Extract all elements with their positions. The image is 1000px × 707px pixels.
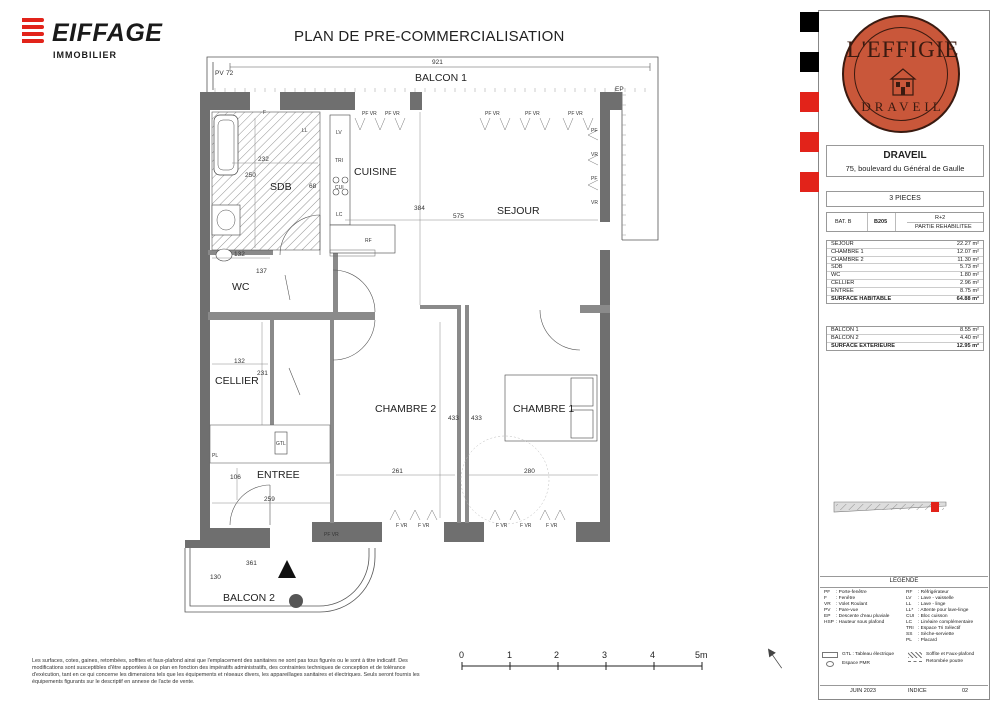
footer-indice-label: INDICE: [908, 688, 927, 694]
area-row: [827, 288, 983, 296]
legend-value: : Réfrigérateur: [918, 590, 949, 595]
room-label-wc: WC: [232, 281, 250, 293]
legend-value: : Attente pour lave-linge: [918, 608, 969, 613]
fixture-lc: LC: [336, 212, 343, 218]
lot-building: BAT. B: [835, 219, 852, 225]
window-label-9: F VR: [520, 523, 532, 529]
footer-row: [820, 685, 988, 697]
legend-key: LV: [906, 596, 912, 601]
area-name: SURFACE HABITABLE: [831, 295, 892, 302]
dim-cellier-height: 231: [257, 370, 268, 377]
window-label-15: PF: [591, 176, 598, 182]
dim-chambre-2-height: 433: [448, 415, 459, 422]
area-name: BALCON 1: [831, 327, 859, 333]
area-row: [827, 343, 983, 351]
room-label-balcon-2: BALCON 2: [223, 592, 275, 604]
flag-strip: [800, 12, 820, 212]
legend-key: RF: [906, 590, 913, 595]
window-label-1: PF VR: [362, 111, 377, 117]
address-city: DRAVEIL: [883, 150, 927, 161]
legend-pmr: Espace PMR: [842, 661, 870, 666]
window-label-16: VR: [591, 200, 598, 206]
flag-red-3: [800, 172, 819, 192]
fixture-rf: RF: [365, 238, 372, 244]
address-box: [826, 145, 984, 177]
legend-value: : Lave - vaisselle: [918, 596, 954, 601]
window-label-14: VR: [591, 152, 598, 158]
area-value: 2.96 m²: [960, 279, 979, 286]
scale-label-0: 0: [459, 650, 465, 660]
legend-left-column: [824, 590, 889, 626]
dim-sejour-height: 384: [414, 205, 425, 212]
dim-chambre-1-width: 280: [524, 468, 535, 475]
house-icon: [888, 67, 918, 97]
flag-red-1: [800, 92, 819, 112]
fixture-tri: TRI: [335, 158, 344, 164]
drain-icon: [289, 594, 303, 608]
legend-value: : Volet Roulant: [836, 602, 868, 607]
scale-label-3: 3: [602, 650, 608, 660]
window-label-8: F VR: [496, 523, 508, 529]
sink-icon: [212, 205, 240, 235]
fixture-gtl: GTL: [276, 441, 286, 447]
area-name: CHAMBRE 2: [831, 256, 864, 263]
window-label-12: F: [263, 110, 267, 116]
effigie-stamp-logo: [842, 15, 960, 133]
toilet-icon: [216, 249, 232, 261]
legend-key: SS: [906, 632, 913, 637]
window-label-5: PF VR: [568, 111, 583, 117]
legend-title: LEGENDE: [889, 578, 919, 584]
room-label-chambre-1: CHAMBRE 1: [513, 403, 575, 415]
area-value: 1.80 m²: [960, 272, 979, 279]
dim-sejour-width: 575: [453, 213, 464, 220]
dim-cellier-width: 132: [234, 358, 245, 365]
area-name: SEJOUR: [831, 241, 854, 247]
area-value: 22.27 m²: [956, 241, 979, 247]
dim-entree-height: 106: [230, 474, 241, 481]
lot-box: [826, 212, 984, 232]
legend-key: PL: [906, 638, 912, 643]
legend-key: LC: [906, 620, 913, 625]
scale-label-5: 5m: [695, 650, 708, 660]
legend-key: LL*: [906, 608, 914, 613]
dim-wc-height: 137: [256, 268, 267, 275]
scale-labels: [455, 650, 715, 680]
legend-key: VR: [824, 602, 831, 607]
room-label-sdb: SDB: [270, 181, 292, 193]
legend-value: : Hauteur sous plafond: [836, 620, 885, 625]
area-name: SURFACE EXTERIEURE: [831, 342, 896, 349]
legend-value: : Bloc cuisson: [918, 614, 948, 619]
flag-red-2: [800, 132, 819, 152]
area-name: SDB: [831, 264, 843, 271]
legend-value: : Lave - linge: [918, 602, 946, 607]
legend-value: : Placard: [918, 638, 937, 643]
fixture-ll: LL: [302, 128, 308, 134]
legend-key: F: [824, 596, 827, 601]
dim-entree-width: 259: [264, 496, 275, 503]
logo-subtitle: IMMOBILIER: [53, 50, 117, 60]
window-label-6: F VR: [396, 523, 408, 529]
scale-label-2: 2: [554, 650, 560, 660]
location-marker: [931, 502, 939, 512]
window-label-4: PF VR: [525, 111, 540, 117]
stamp-bottom-text: DRAVEIL: [861, 99, 945, 114]
legend: [820, 576, 988, 643]
dim-balcon-2-width: 361: [246, 560, 257, 567]
dim-wc-width: 132: [234, 251, 245, 258]
window-label-7: F VR: [418, 523, 430, 529]
area-name: ENTREE: [831, 287, 854, 294]
area-value: 8.75 m²: [960, 287, 979, 294]
footer-indice: 02: [962, 688, 969, 694]
dim-balcon-width: 921: [432, 59, 443, 66]
area-row: [827, 327, 983, 335]
logo-name: EIFFAGE: [52, 19, 163, 47]
area-row: [827, 280, 983, 288]
entrance-arrow-icon[interactable]: [278, 560, 296, 578]
window-label-13: PF: [591, 128, 598, 134]
dim-sdb-width: 232: [258, 156, 269, 163]
scale-label-1: 1: [507, 650, 513, 660]
area-value: 12.07 m²: [956, 248, 979, 255]
fixture-cui: CUI: [335, 185, 344, 191]
fixture-pl: PL: [212, 453, 219, 459]
legend-key: CUI: [906, 614, 915, 619]
legend-value: : Descente d'eau pluviale: [836, 614, 890, 619]
legend-value: : Sèche-serviette: [918, 632, 954, 637]
legend-retombee: Retombée poutre: [926, 659, 964, 664]
room-label-entree: ENTREE: [257, 469, 300, 481]
window-label-3: PF VR: [485, 111, 500, 117]
room-label-balcon-1: BALCON 1: [415, 72, 467, 84]
disclaimer-text: Les surfaces, cotes, gaines, retombées, soffites et faux-plafond ainsi que l'emplacement des sanitaires ne sont pas tous figurés ou le sont à titre indicatif. Des modifications sont susceptibles d'être apportées à ce plan en fonction des impératifs administratifs, des contraintes techniques de conception et de tolérance d'exécution, tant en ce qui concerne les dimensions tels que les équipements et réseaux divers, les appareillages sanitaires et électriques. Seuls seront fournis les équipements figurants sur le descriptif en annexe de l'acte de vente.: [32, 658, 420, 685]
room-label-cuisine: CUISINE: [354, 166, 397, 178]
placard: [210, 425, 330, 463]
area-row: [827, 296, 983, 304]
legend-key: PF: [824, 590, 831, 595]
lot-number: B205: [874, 219, 888, 225]
area-row: [827, 249, 983, 257]
area-value: 5.73 m²: [960, 264, 979, 271]
footer-date: JUIN 2023: [850, 688, 876, 694]
area-value: 12.95 m²: [956, 342, 979, 349]
page-title: PLAN DE PRE-COMMERCIALISATION: [294, 28, 565, 45]
flag-black-1: [800, 12, 819, 32]
area-name: CELLIER: [831, 279, 855, 286]
legend-item: [906, 638, 973, 644]
area-name: WC: [831, 272, 841, 279]
legend-right-column: [906, 590, 973, 644]
lot-part: PARTIE REHABILITEE: [915, 224, 972, 230]
room-label-chambre-2: CHAMBRE 2: [375, 403, 437, 415]
exterior-areas-table: [826, 326, 984, 351]
dim-pv: PV: [215, 70, 224, 77]
legend-value: : Pare-vue: [836, 608, 859, 613]
dim-balcon-2-height: 130: [210, 574, 221, 581]
legend-key: HSP: [824, 620, 834, 625]
room-label-cellier: CELLIER: [215, 375, 259, 387]
dim-chambre-1-height: 433: [471, 415, 482, 422]
legend-key: LL: [906, 602, 912, 607]
window-label-10: F VR: [546, 523, 558, 529]
dim-pv-value: 72: [226, 70, 234, 77]
bathtub-icon: [214, 115, 238, 175]
address-street: 75, boulevard du Général de Gaulle: [845, 164, 965, 173]
north-arrow-icon: [765, 646, 785, 670]
legend-key: TRI: [906, 626, 914, 631]
area-name: BALCON 2: [831, 334, 859, 341]
pmr-circle: [461, 436, 549, 524]
area-row: [827, 272, 983, 280]
legend-item: [824, 620, 889, 626]
window-glyphs: [355, 118, 598, 520]
area-row: [827, 264, 983, 272]
legend-soffite: Soffite et Faux-plafond: [926, 652, 975, 657]
building-location-plan: [826, 490, 984, 560]
dim-ep: EP: [615, 86, 624, 93]
fixture-lv: LV: [336, 130, 342, 136]
area-value: 11.30 m²: [957, 256, 979, 263]
window-label-2: PF VR: [385, 111, 400, 117]
window-label-11: PF VR: [324, 532, 339, 538]
apartment-type: 3 PIECES: [826, 191, 984, 207]
dim-chambre-2-width: 261: [392, 468, 403, 475]
area-row: [827, 257, 983, 265]
lot-level: R+2: [935, 215, 946, 221]
legend-value: : Fenêtre: [836, 596, 856, 601]
legend-value: : Porte-fenêtre: [836, 590, 867, 595]
flag-black-2: [800, 52, 819, 72]
area-row: [827, 335, 983, 343]
area-value: 8.55 m²: [960, 327, 979, 333]
area-row: [827, 241, 983, 249]
scale-label-4: 4: [650, 650, 656, 660]
legend-key: PV: [824, 608, 831, 613]
legend-gtl: GTL : Tableau électrique: [842, 652, 894, 657]
legend-value: : Linéaire complémentaire: [918, 620, 974, 625]
stamp-top-text: L'EFFIGIE: [846, 37, 960, 62]
dim-sdb-height: 250: [245, 172, 256, 179]
legend-symbols: [820, 650, 988, 668]
area-value: 64.88 m²: [956, 295, 979, 302]
room-label-sejour: SEJOUR: [497, 205, 540, 217]
legend-value: : Espace Tri Sélectif: [918, 626, 961, 631]
area-value: 4.40 m²: [960, 334, 979, 341]
interior-areas-table: [826, 240, 984, 304]
dim-sdb-side: 68: [309, 183, 317, 190]
legend-key: EP: [824, 614, 831, 619]
area-name: CHAMBRE 1: [831, 248, 864, 255]
